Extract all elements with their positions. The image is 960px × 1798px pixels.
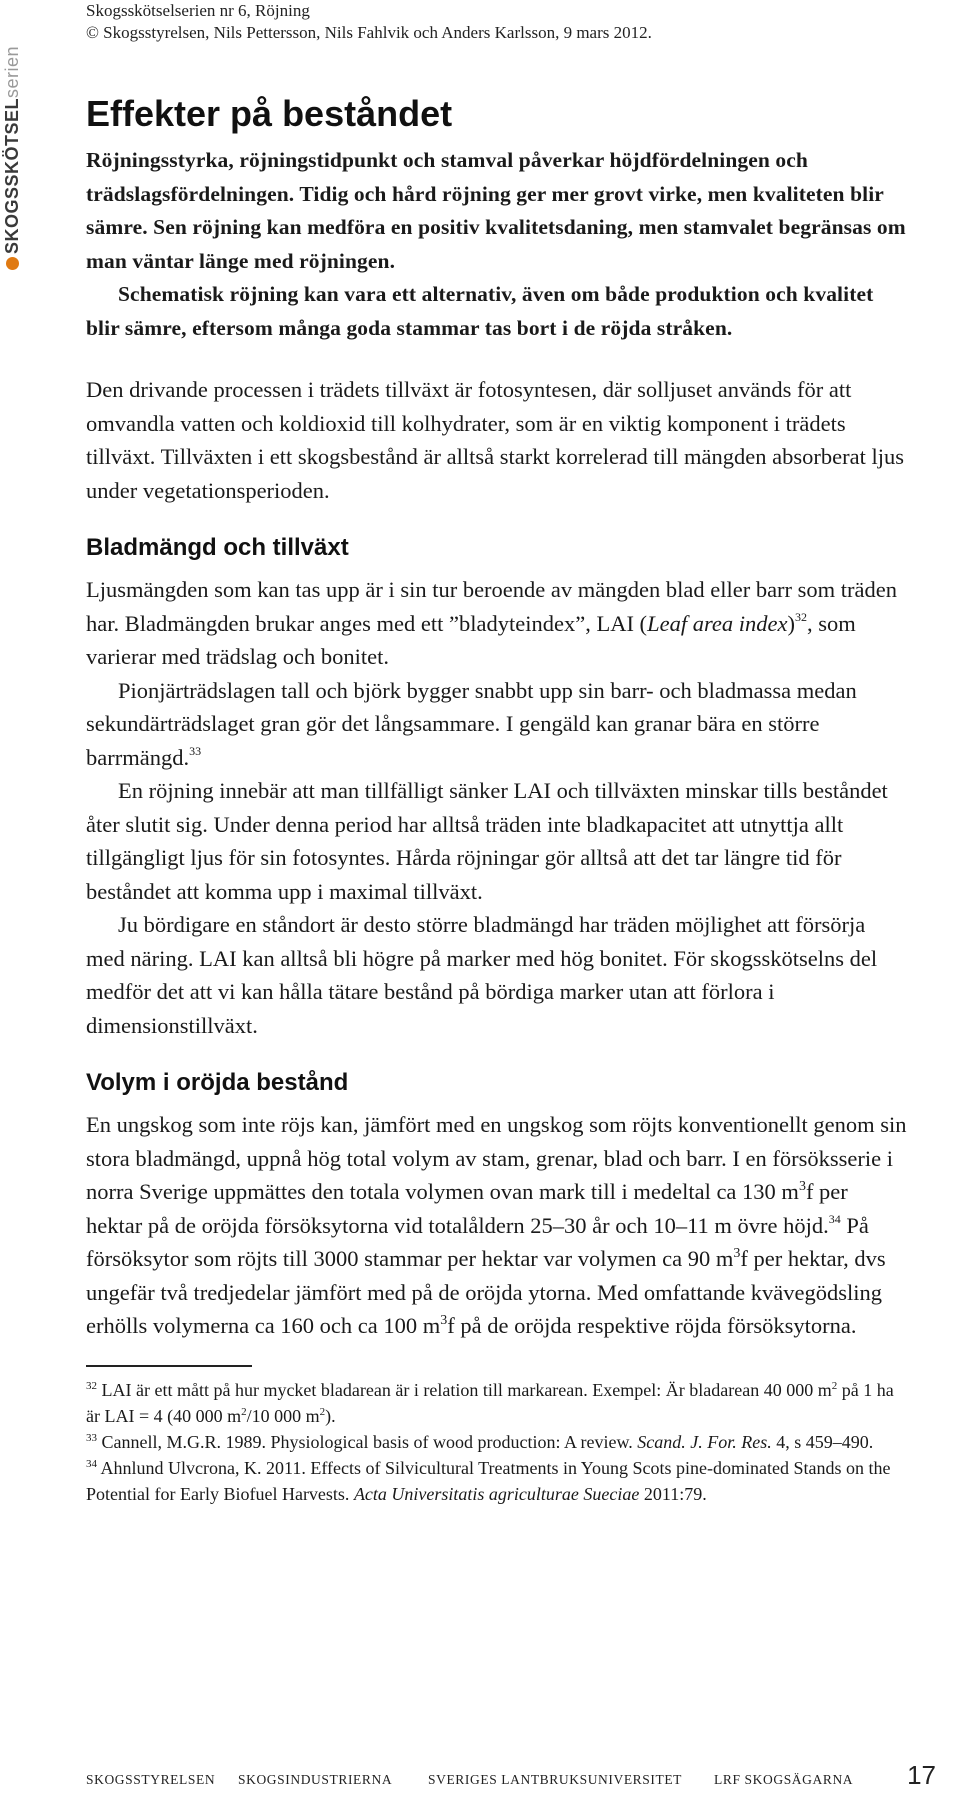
footnote-divider [86,1365,252,1367]
section1-paragraph-3: En röjning innebär att man tillfälligt sänker LAI och tillväxten minskar tills beståndet åter slutit sig. Under denna period har alltså träden inte bladkapacitet att utnyttja allt tillgängligt ljus för sin fotosyntes. Hårda röjningar gör alltså att det tar längre tid för beståndet att komma upp i maximal tillväxt. [86,778,888,904]
copyright-line: © Skogsstyrelsen, Nils Pettersson, Nils Fahlvik och Anders Karlsson, 9 mars 2012. [86,23,652,42]
running-head [86,0,652,44]
footer-org-skogsindustrierna: SKOGSINDUSTRIERNA [238,1772,393,1787]
sidebar-brand [0,40,26,270]
brand-name: SKOGSSKÖTSEL [2,97,22,254]
section-heading-volym: Volym i oröjda bestånd [86,1069,349,1096]
section-heading-bladmangd: Bladmängd och tillväxt [86,534,349,561]
section1-paragraph-2: Pionjärträdslagen tall och björk bygger snabbt upp sin barr- och bladmassa medan sekundärträdslaget gran gör det långsammare. I gengäld kan granar bära en större barrmängd.$^{33}$ [86,677,857,770]
page-number: 17 [907,1760,936,1790]
footer-org-slu: SVERIGES LANTBRUKSUNIVERSITET [428,1772,683,1787]
series-line: Skogsskötselserien nr 6, Röjning [86,1,310,20]
footnote-ref-34: 34 [828,1211,841,1226]
lead-paragraph-1: Röjningsstyrka, röjningstidpunkt och stamval påverkar höjdfördelningen och trädslagsfördelningen. Tidig och hård röjning ger mer grovt virke, men kvaliteten blir sämre. Sen röjning kan medföra en positiv kvalitetsdaning, men stamvalet begränsas om man väntar länge med röjningen. [86,148,906,273]
page-footer [86,1764,936,1794]
brand-suffix: serien [2,45,22,98]
footnote-ref-33: 33 [189,743,202,758]
page-title: Effekter på beståndet [86,93,453,134]
main-content [86,92,908,1507]
brand-logo [1,46,23,270]
section1-paragraph-4: Ju bördigare en ståndort är desto större bladmängd har träden möjlighet att försörja med näring. LAI kan alltså bli högre på marker med hög bonitet. För skogsskötselns del medför det att vi kan hålla tätare bestånd på bördiga marker utan att förlora i dimensionstillväxt. [86,912,878,1038]
footnote-33: $^{33}$ Cannell, M.G.R. 1989. Physiological basis of wood production: A review. Scand. J. For. Res. 4, s 459–490. [86,1431,874,1452]
lead-paragraph-2: Schematisk röjning kan vara ett alternativ, även om både produktion och kvalitet blir sämre, eftersom många goda stammar tas bort i de röjda stråken. [86,282,874,340]
footer-org-skogsstyrelsen: SKOGSSTYRELSEN [86,1772,216,1787]
footnote-ref-32: 32 [794,609,807,624]
section1-paragraph-1: Ljusmängden som kan tas upp är i sin tur beroende av mängden blad eller barr som träden har. Bladmängden brukar anges med ett ”bladyteindex”, LAI (Leaf area index)$^{32}$, som varierar med trädslag och bonitet. [86,577,898,669]
footnote-32: $^{32}$ LAI är ett mått på hur mycket bladarean är i relation till markarean. Exempel: Är bladarean 40 000 $m^2$ på 1 ha är LAI = 4 (40 000 $m^2/10$ 000 $m^2$). [86,1379,894,1426]
intro-paragraph: Den drivande processen i trädets tillväxt är fotosyntesen, där solljuset används för att omvandla vatten och koldioxid till kolhydrater, som är en viktig komponent i trädets tillväxt. Tillväxten i ett skogsbestånd är alltså starkt korrelerad till mängden absorberat ljus under vegetationsperioden. [86,377,904,503]
footer-org-lrf: LRF SKOGSÄGARNA [714,1772,854,1787]
brand-dot-icon [6,257,19,270]
footnote-34: $^{34}$ Ahnlund Ulvcrona, K. 2011. Effects of Silvicultural Treatments in Young Scots pine-dominated Stands on the Potential for Early Biofuel Harvests. Acta Universitatis agriculturae Sueciae 2011:79. [86,1457,891,1504]
section2-paragraph-1: En ungskog som inte röjs kan, jämfört med en ungskog som röjts konventionellt genom sin stora bladmängd, uppnå hög total volym av stam, grenar, blad och barr. I en försöksserie i norra Sverige uppmättes den totala volymen ovan mark till i medeltal ca 130 $m^3f$ per hektar på de oröjda försöksytorna vid totalåldern 25–30 år och 10–11 m övre höjd.$^{34}$ På försöksytor som röjts till 3000 stammar per hektar var volymen ca 90 $m^3f$ per hektar, dvs ungefär två tredjedelar jämfört med på de oröjda ytorna. Med omfattande kvävegödsling erhölls volymerna ca 160 och ca 100 $m^3f$ på de oröjda respektive röjda försöksytorna. [86,1112,907,1338]
